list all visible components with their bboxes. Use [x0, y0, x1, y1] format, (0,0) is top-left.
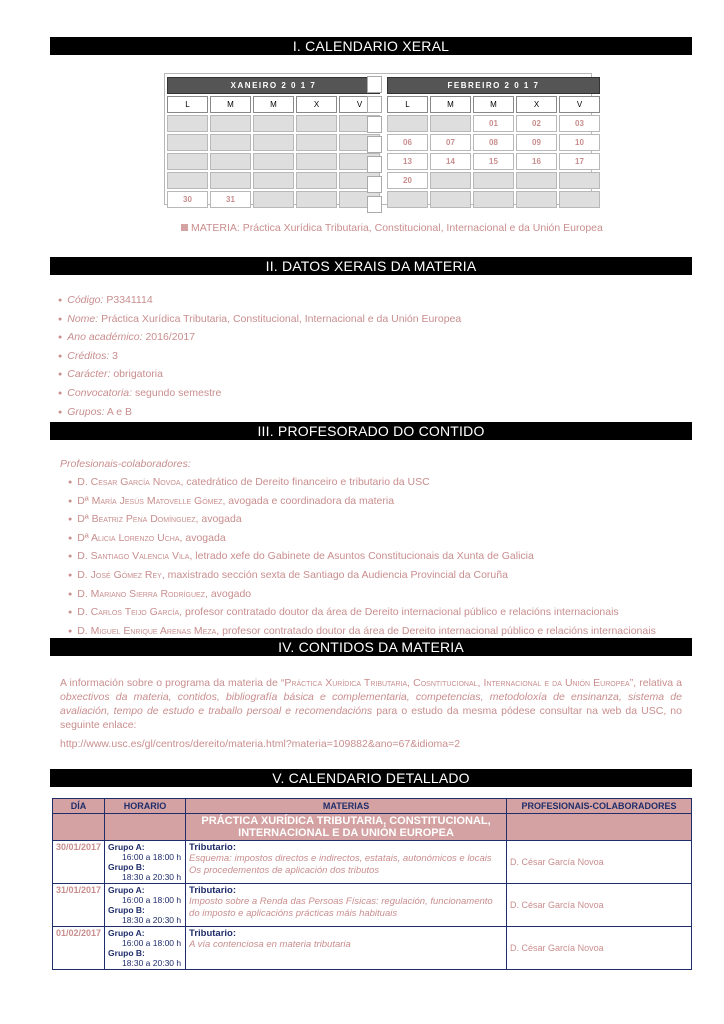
calendar-day [210, 115, 251, 132]
list-item: ● D. José Gómez Rey, maxistrado sección sexta de Santiago da Audiencia Provincial da Coruña [68, 567, 656, 586]
row-date: 31/01/2017 [53, 884, 105, 927]
section-title-calendario-xeral: I. CALENDARIO XERAL [50, 37, 692, 55]
calendar-day: 15 [473, 153, 514, 170]
row-materia: Tributario: A vía contenciosa en materia tributaria [186, 927, 507, 970]
weekday-label: M [430, 96, 471, 113]
row-date: 01/02/2017 [53, 927, 105, 970]
list-item: ● D. Santiago Valencia Vila, letrado xefe do Gabinete de Asuntos Constitucionais da Xunta de Galicia [68, 548, 656, 567]
list-item: ● Dª Alicia Lorenzo Ucha, avogada [68, 530, 656, 549]
weekday-label: M [253, 96, 294, 113]
calendar-day [253, 134, 294, 151]
legend-square-icon [181, 224, 188, 231]
profesionais-heading: Profesionais-colaboradores: [60, 458, 191, 470]
calendar-day [559, 172, 600, 189]
table-row [53, 884, 692, 927]
list-item: ● D. Cesar García Novoa, catedrático de Dereito financeiro e tributario da USC [68, 474, 656, 493]
calendar-day [387, 115, 428, 132]
detailed-calendar-table [52, 798, 692, 970]
list-item: ● Ano académico: 2016/2017 [58, 329, 461, 348]
table-header-row [53, 799, 692, 814]
contidos-paragraph: A información sobre o programa da materia de “Práctica Xurídica Tributaria, Cosntitucional, Internacional e da Unión Europea”, relativa a obxectivos da materia, contidos, bibliografía básica e complementaria, competencias, metodoloxía de ensinanza, sistema de avaliación, tempo de estudo e traballo persoal e recomendacións para o estudo da mesma pódese consultar na web da USC, no seguinte enlace: [60, 677, 683, 731]
calendar-day [473, 191, 514, 208]
section-title-contidos: IV. CONTIDOS DA MATERIA [50, 638, 692, 656]
calendar-day [387, 191, 428, 208]
calendar-day: 08 [473, 134, 514, 151]
calendar-day [210, 172, 251, 189]
calendar-day [167, 172, 208, 189]
list-item: ● Créditos: 3 [58, 348, 461, 367]
calendar-day: 01 [473, 115, 514, 132]
calendar-day: 06 [387, 134, 428, 151]
section-title-profesorado: III. PROFESORADO DO CONTIDO [50, 422, 692, 440]
calendar-separator [367, 76, 382, 200]
calendar-day: 31 [210, 191, 251, 208]
calendar-day [559, 191, 600, 208]
row-profesional: D. César García Novoa [507, 927, 692, 970]
section-title-calendario-detallado: V. CALENDARIO DETALLADO [50, 769, 692, 787]
calendar-day: 13 [387, 153, 428, 170]
month-header-february: FEBREIRO 2 0 1 7 [387, 77, 600, 94]
list-item: ● D. Miguel Enrique Arenas Meza, profesor contratado doutor da área de Dereito internacional público e relacións internacionais [68, 623, 656, 642]
weekday-label: M [473, 96, 514, 113]
weekday-label: L [387, 96, 428, 113]
calendar-day [516, 172, 557, 189]
row-schedule: Grupo A: 16:00 a 18:00 h Grupo B: 18:30 a 20:30 h [105, 927, 186, 970]
row-schedule: Grupo A: 16:00 a 18:00 h Grupo B: 18:30 a 20:30 h [105, 884, 186, 927]
table-row [53, 841, 692, 884]
weekday-label: M [210, 96, 251, 113]
calendar-day: 02 [516, 115, 557, 132]
calendar-day: 20 [387, 172, 428, 189]
profesorado-list [68, 474, 656, 641]
calendar-day: 09 [516, 134, 557, 151]
calendar-day [253, 153, 294, 170]
weekday-label: L [167, 96, 208, 113]
calendar-day [167, 153, 208, 170]
datos-list [58, 292, 461, 422]
list-item: ● D. Mariano Sierra Rodríguez, avogado [68, 586, 656, 605]
col-header-horario: HORARIO [105, 799, 186, 814]
list-item: ● Grupos: A e B [58, 404, 461, 423]
row-materia: Tributario: Imposto sobre a Renda das Persoas Físicas: regulación, funcionamento do imposto e aplicacións prácticas máis habituais [186, 884, 507, 927]
list-item: ● D. Carlos Teijo García, profesor contratado doutor da área de Dereito internacional público e relacións internacionais [68, 604, 656, 623]
calendar-day: 10 [559, 134, 600, 151]
calendar-day [296, 191, 337, 208]
materia-legend [181, 222, 603, 234]
row-date: 30/01/2017 [53, 841, 105, 884]
materia-link[interactable]: http://www.usc.es/gl/centros/dereito/materia.html?materia=109882&ano=67&idioma=2 [60, 738, 461, 750]
weekday-label: X [296, 96, 337, 113]
calendar-day [296, 172, 337, 189]
calendar-day [430, 115, 471, 132]
calendar-day [167, 115, 208, 132]
materia-legend-text: MATERIA: Práctica Xurídica Tributaria, Constitucional, Internacional e da Unión Europea [191, 222, 603, 234]
calendar-february [385, 75, 602, 210]
row-profesional: D. César García Novoa [507, 884, 692, 927]
calendar-day [296, 134, 337, 151]
month-header-january: XANEIRO 2 0 1 7 [167, 77, 380, 94]
weekday-label: V [559, 96, 600, 113]
calendar-day: 07 [430, 134, 471, 151]
list-item: ● Código: P3341114 [58, 292, 461, 311]
section-title-datos-xerais: II. DATOS XERAIS DA MATERIA [50, 257, 692, 275]
calendar-day: 30 [167, 191, 208, 208]
row-materia: Tributario: Esquema: impostos directos e indirectos, estatais, autonómicos e locais Os procedementos de aplicación dos tributos [186, 841, 507, 884]
calendar-day [210, 134, 251, 151]
calendar-january [165, 75, 382, 210]
calendar-day [516, 191, 557, 208]
materia-title: PRÁCTICA XURÍDICA TRIBUTARIA, CONSTITUCIONAL, INTERNACIONAL E DA UNIÓN EUROPEA [186, 814, 507, 841]
col-header-profesionais: PROFESIONAIS-COLABORADORES [507, 799, 692, 814]
calendar-day [296, 153, 337, 170]
row-schedule: Grupo A: 16:00 a 18:00 h Grupo B: 18:30 a 20:30 h [105, 841, 186, 884]
calendar-day [167, 134, 208, 151]
calendar-day [253, 172, 294, 189]
list-item: ● Dª María Jesús Matovelle Gómez, avogada e coordinadora da materia [68, 493, 656, 512]
calendar-day [430, 191, 471, 208]
calendar-day [473, 172, 514, 189]
weekday-label: V [339, 96, 380, 113]
list-item: ● Dª Beatriz Pena Domínguez, avogada [68, 511, 656, 530]
row-profesional: D. César García Novoa [507, 841, 692, 884]
calendar-day [253, 191, 294, 208]
calendar-day [210, 153, 251, 170]
calendar-day: 14 [430, 153, 471, 170]
list-item: ● Convocatoria: segundo semestre [58, 385, 461, 404]
calendar-day [253, 115, 294, 132]
table-row [53, 927, 692, 970]
calendar-day [430, 172, 471, 189]
materia-title-row [53, 814, 692, 841]
list-item: ● Nome: Práctica Xurídica Tributaria, Constitucional, Internacional e da Unión Europea [58, 311, 461, 330]
calendar-day: 17 [559, 153, 600, 170]
calendar-day [296, 115, 337, 132]
weekday-label: X [516, 96, 557, 113]
list-item: ● Carácter: obrigatoria [58, 366, 461, 385]
calendar-day: 16 [516, 153, 557, 170]
col-header-dia: DÍA [53, 799, 105, 814]
col-header-materias: MATERIAS [186, 799, 507, 814]
calendar-day: 03 [559, 115, 600, 132]
